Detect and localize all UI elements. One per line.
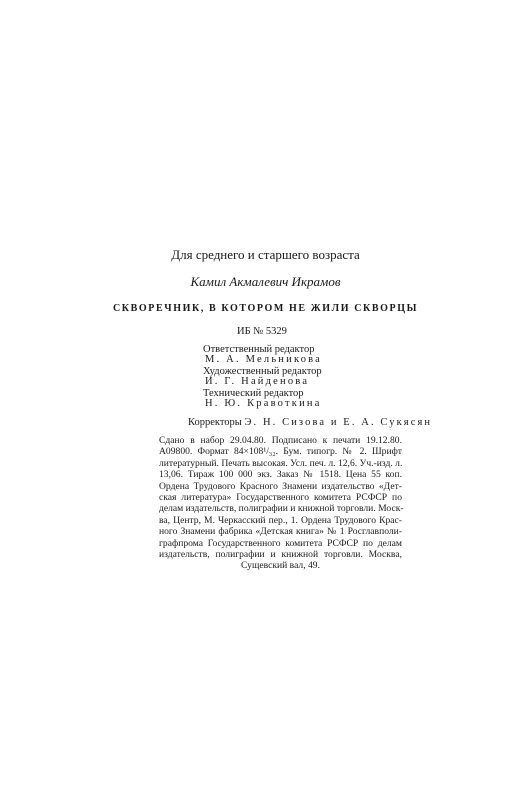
credit-name: М. А. Мельникова (205, 354, 323, 365)
audience-line: Для среднего и старшего возраста (171, 247, 360, 262)
credit-art-editor (203, 367, 322, 387)
imprint-line: издательств, полиграфии и книжной торговли. Москва, (159, 549, 402, 561)
ib-number: ИБ № 5329 (237, 326, 287, 337)
imprint-line: А09800. Формат 84×108¹/₃₂. Бум. типогр. № 2. Шрифт (159, 446, 402, 458)
credit-name: И. Г. Найденова (205, 376, 310, 387)
imprint-line: ва, Центр, М. Черкасский пер., 1. Ордена Трудового Крас- (159, 514, 402, 526)
book-title: СКВОРЕЧНИК, В КОТОРОМ НЕ ЖИЛИ СКВОРЦЫ (112, 303, 419, 314)
imprint-line: делам издательств, полиграфии и книжной торговли. Моск- (159, 503, 404, 515)
author-name: Камил Акмалевич Икрамов (190, 274, 341, 289)
credit-role: Художественный редактор (203, 366, 322, 377)
imprint-block (159, 435, 402, 572)
credit-technical-editor (203, 389, 322, 409)
correctors-label: Корректоры (188, 417, 242, 428)
credits-block (203, 345, 322, 411)
imprint-line: Ордена Трудового Красного Знамени издательство «Дет- (159, 480, 402, 492)
credit-responsible-editor (203, 345, 322, 365)
credit-role: Ответственный редактор (203, 344, 315, 355)
correctors-names: Э. Н. Сизова и Е. А. Сукясян (244, 417, 433, 428)
imprint-line: Сущевский вал, 49. (241, 560, 320, 572)
imprint-line: 13,06. Тираж 100 000 экз. Заказ № 1518. Цена 55 коп. (159, 469, 402, 481)
imprint-line: графпрома Государственного комитета РСФСР по делам (159, 537, 402, 549)
imprint-line: ская литература» Государственного комитета РСФСР по (159, 492, 402, 504)
credit-role: Технический редактор (203, 388, 304, 399)
credit-name: Н. Ю. Кравоткина (205, 398, 322, 409)
imprint-line: ного Знамени фабрика «Детская книга» № 1 Росглавполи- (159, 526, 402, 538)
imprint-line: литературный. Печать высокая. Усл. печ. л. 12,6. Уч.-изд. л. (159, 457, 403, 469)
correctors-line (188, 417, 432, 428)
imprint-line: Сдано в набор 29.04.80. Подписано к печати 19.12.80. (159, 435, 402, 446)
